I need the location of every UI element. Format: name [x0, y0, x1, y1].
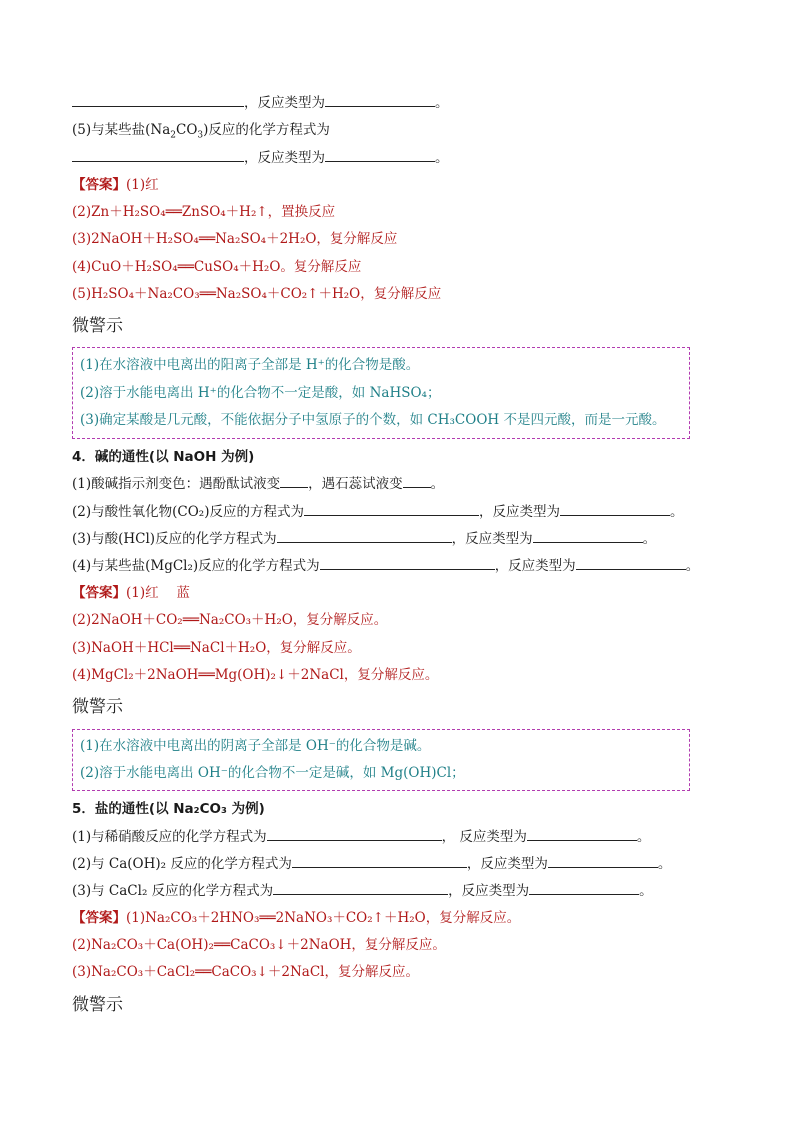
answer-line: (2)Zn＋H₂SO₄══ZnSO₄＋H₂↑，置换反应	[72, 204, 336, 220]
answer-blank[interactable]	[72, 147, 244, 162]
answer-blank[interactable]	[292, 853, 467, 868]
tip-title: 微警示	[72, 995, 123, 1015]
tip-line: (3)确定某酸是几元酸，不能依据分子中氢原子的个数，如 CH₃COOH 不是四元酸，而是一元酸。	[80, 412, 666, 428]
answer-heading: 【答案】(1)Na₂CO₃＋2HNO₃══2NaNO₃＋CO₂↑＋H₂O，复分解反应。	[72, 910, 521, 926]
answer-blank[interactable]	[325, 92, 435, 107]
answer-line: (3)NaOH＋HCl══NaCl＋H₂O，复分解反应。	[72, 640, 361, 656]
question-line: (1)酸碱指示剂变色：遇酚酞试液变 ，遇石蕊试液变 。	[72, 473, 444, 495]
answer-tag: 【答案】	[72, 585, 126, 601]
answer-line: (4)MgCl₂＋2NaOH══Mg(OH)₂↓＋2NaCl，复分解反应。	[72, 667, 439, 683]
answer-line: (3)Na₂CO₃＋CaCl₂══CaCO₃↓＋2NaCl，复分解反应。	[72, 964, 419, 980]
tip-line: (1)在水溶液中电离出的阴离子全部是 OH⁻的化合物是碱。	[80, 738, 431, 754]
answer-blank[interactable]	[533, 528, 643, 543]
answer-heading: 【答案】(1)红 蓝	[72, 585, 190, 601]
section-heading: 4．碱的通性(以 NaOH 为例)	[72, 449, 255, 465]
question-line: (2)与 Ca(OH)₂ 反应的化学方程式为 ，反应类型为 。	[72, 853, 671, 875]
tip-line: (2)溶于水能电离出 OH⁻的化合物不一定是碱，如 Mg(OH)Cl；	[80, 765, 465, 781]
question-5-prompt: (5)与某些盐$(Na_2CO_3)$反应的化学方程式为	[72, 122, 330, 141]
answer-line: (5)H₂SO₄＋Na₂CO₃══Na₂SO₄＋CO₂↑＋H₂O，复分解反应	[72, 286, 442, 302]
answer-blank[interactable]	[273, 880, 448, 895]
answer-line: (2)Na₂CO₃＋Ca(OH)₂══CaCO₃↓＋2NaOH，复分解反应。	[72, 937, 446, 953]
answer-blank[interactable]	[72, 92, 244, 107]
tip-line: (2)溶于水能电离出 H⁺的化合物不一定是酸，如 NaHSO₄；	[80, 385, 441, 401]
answer-blank[interactable]	[403, 473, 431, 488]
answer-tag: 【答案】	[72, 177, 126, 193]
answer-blank[interactable]	[325, 147, 435, 162]
answer-line: (2)2NaOH＋CO₂══Na₂CO₃＋H₂O，复分解反应。	[72, 612, 388, 628]
answer-line: (3)2NaOH＋H₂SO₄══Na₂SO₄＋2H₂O，复分解反应	[72, 231, 398, 247]
question-line-continuation: ，反应类型为 。	[72, 92, 449, 114]
answer-blank[interactable]	[560, 501, 670, 516]
question-line: (3)与酸(HCl)反应的化学方程式为 ，反应类型为 。	[72, 528, 656, 550]
tip-title: 微警示	[72, 316, 123, 336]
answer-line: (4)CuO＋H₂SO₄══CuSO₄＋H₂O。复分解反应	[72, 259, 362, 275]
question-line: (2)与酸性氧化物(CO₂)反应的方程式为 ，反应类型为 。	[72, 501, 683, 523]
section-heading: 5．盐的通性(以 Na₂CO₃ 为例)	[72, 801, 265, 817]
answer-blank[interactable]	[576, 555, 686, 570]
answer-blank[interactable]	[267, 826, 442, 841]
answer-blank[interactable]	[527, 826, 637, 841]
answer-blank[interactable]	[320, 555, 495, 570]
answer-blank[interactable]	[548, 853, 658, 868]
question-line: (3)与 CaCl₂ 反应的化学方程式为 ，反应类型为 。	[72, 880, 653, 902]
answer-blank[interactable]	[304, 501, 479, 516]
answer-blank[interactable]	[280, 473, 308, 488]
answer-tag: 【答案】	[72, 910, 126, 926]
answer-blank[interactable]	[277, 528, 452, 543]
tip-line: (1)在水溶液中电离出的阳离子全部是 H⁺的化合物是酸。	[80, 357, 420, 373]
tip-title: 微警示	[72, 697, 123, 717]
question-line: (1)与稀硝酸反应的化学方程式为 ， 反应类型为 。	[72, 826, 650, 848]
answer-heading: 【答案】(1)红	[72, 177, 159, 193]
question-line: (4)与某些盐(MgCl₂)反应的化学方程式为 ，反应类型为 。	[72, 555, 699, 577]
answer-blank[interactable]	[529, 880, 639, 895]
question-5-blanks: ，反应类型为 。	[72, 147, 449, 169]
